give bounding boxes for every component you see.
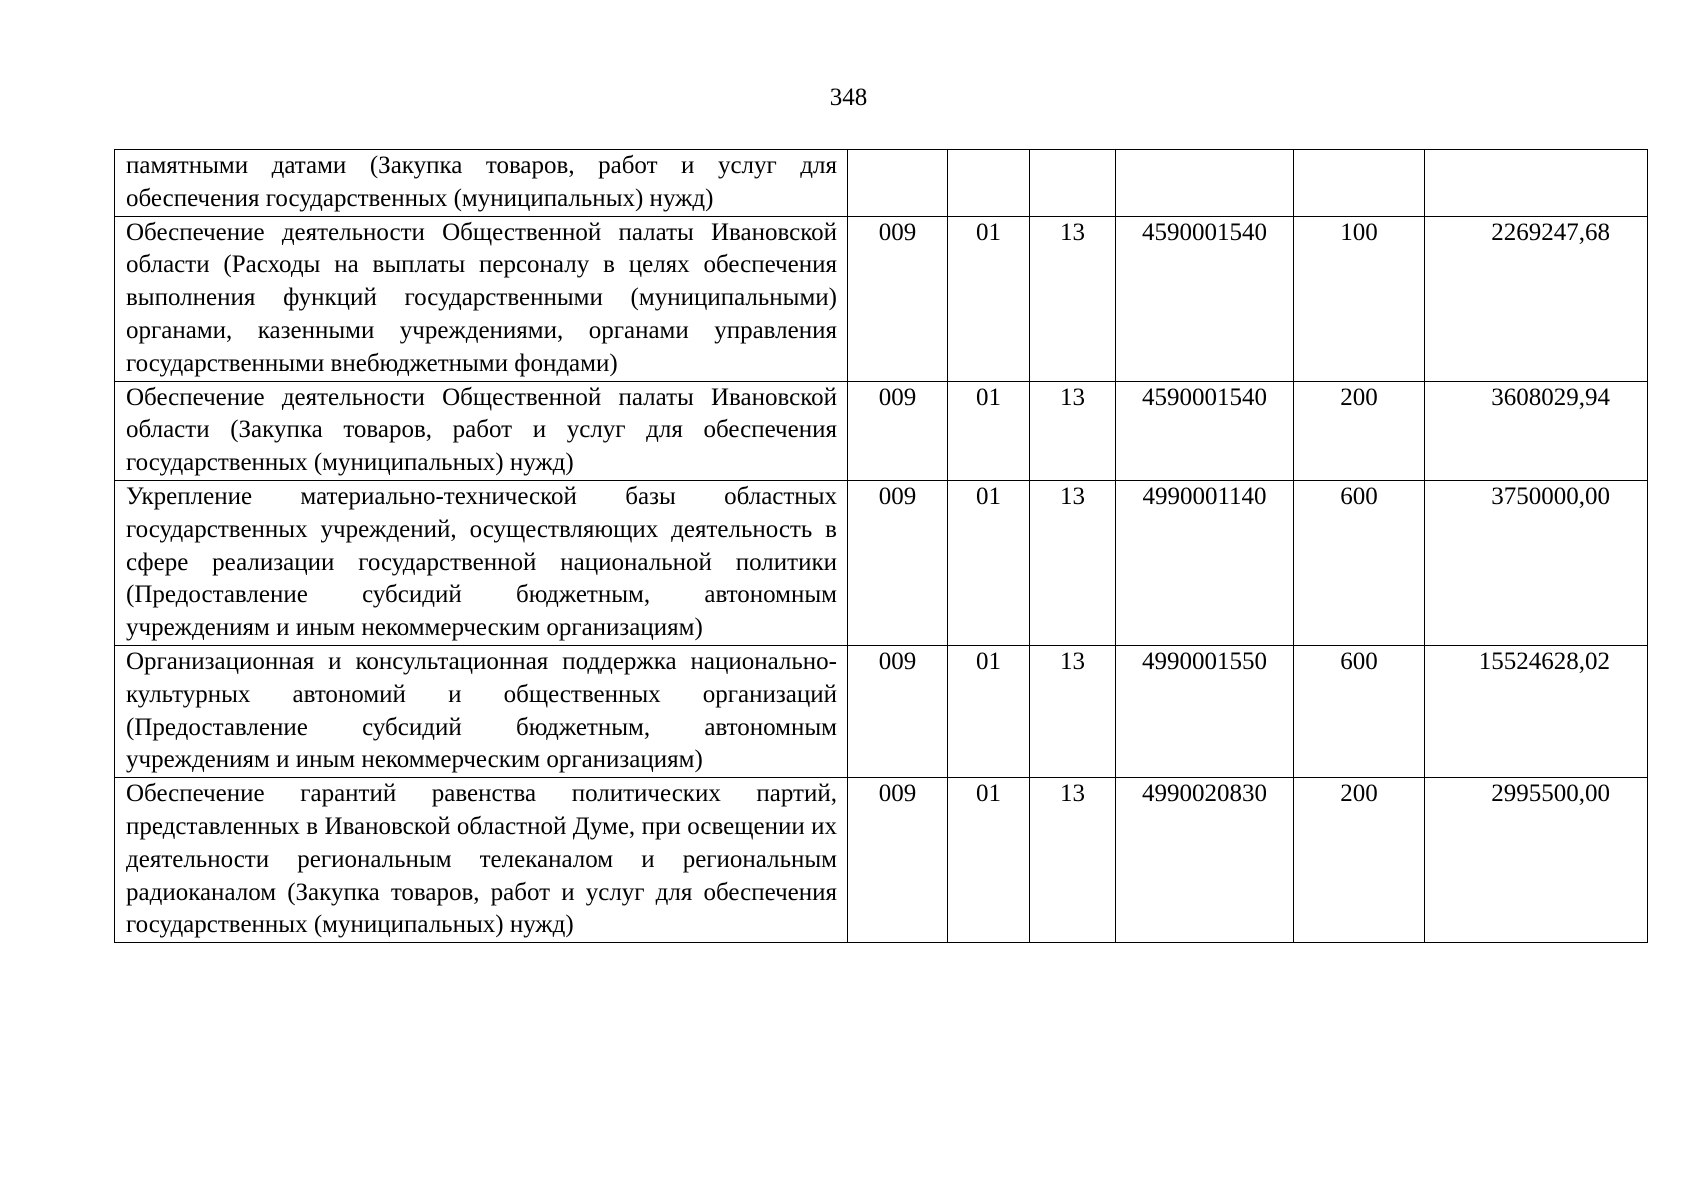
section-code: 01 [948, 381, 1030, 480]
target-article-code: 4990020830 [1116, 778, 1294, 943]
subsection-code [1030, 150, 1116, 217]
expense-type-code [1294, 150, 1425, 217]
subsection-code: 13 [1030, 778, 1116, 943]
expense-type-code: 100 [1294, 216, 1425, 381]
amount-value: 15524628,02 [1425, 645, 1648, 777]
subsection-code: 13 [1030, 645, 1116, 777]
row-description: памятными датами (Закупка товаров, работ и услуг для обеспечения государственных (муниципальных) нужд) [115, 150, 848, 217]
expense-type-code: 600 [1294, 645, 1425, 777]
section-code: 01 [948, 778, 1030, 943]
subsection-code: 13 [1030, 381, 1116, 480]
page-number: 348 [829, 84, 868, 111]
amount-value: 3750000,00 [1425, 480, 1648, 645]
table-row [115, 778, 1648, 943]
table-row [115, 150, 1648, 217]
target-article-code: 4590001540 [1116, 381, 1294, 480]
expense-type-code: 200 [1294, 381, 1425, 480]
subsection-code: 13 [1030, 216, 1116, 381]
row-description: Обеспечение деятельности Общественной палаты Ивановской области (Закупка товаров, работ и услуг для обеспечения государственных (муниципальных) нужд) [115, 381, 848, 480]
subsection-code: 13 [1030, 480, 1116, 645]
table-row [115, 480, 1648, 645]
section-code: 01 [948, 216, 1030, 381]
section-code [948, 150, 1030, 217]
row-description: Обеспечение деятельности Общественной палаты Ивановской области (Расходы на выплаты персоналу в целях обеспечения выполнения функций государственными (муниципальными) органами, казенными учреждениями, органами управления государственными внебюджетными фондами) [115, 216, 848, 381]
amount-value: 2269247,68 [1425, 216, 1648, 381]
target-article-code [1116, 150, 1294, 217]
section-code: 01 [948, 645, 1030, 777]
expense-type-code: 200 [1294, 778, 1425, 943]
row-description: Укрепление материально-технической базы областных государственных учреждений, осуществляющих деятельность в сфере реализации государственной национальной политики (Предоставление субсидий бюджетным, автономным учреждениям и иным некоммерческим организациям) [115, 480, 848, 645]
ministry-code: 009 [848, 216, 948, 381]
row-description: Организационная и консультационная поддержка национально-культурных автономий и общественных организаций (Предоставление субсидий бюджетным, автономным учреждениям и иным некоммерческим организациям) [115, 645, 848, 777]
ministry-code: 009 [848, 645, 948, 777]
amount-value: 2995500,00 [1425, 778, 1648, 943]
ministry-code [848, 150, 948, 217]
target-article-code: 4990001550 [1116, 645, 1294, 777]
table-row [115, 216, 1648, 381]
ministry-code: 009 [848, 480, 948, 645]
table-row [115, 645, 1648, 777]
target-article-code: 4590001540 [1116, 216, 1294, 381]
ministry-code: 009 [848, 778, 948, 943]
amount-value: 3608029,94 [1425, 381, 1648, 480]
budget-table [114, 149, 1648, 943]
expense-type-code: 600 [1294, 480, 1425, 645]
amount-value [1425, 150, 1648, 217]
row-description: Обеспечение гарантий равенства политических партий, представленных в Ивановской областной Думе, при освещении их деятельности региональным телеканалом и региональным радиоканалом (Закупка товаров, работ и услуг для обеспечения государственных (муниципальных) нужд) [115, 778, 848, 943]
table-row [115, 381, 1648, 480]
section-code: 01 [948, 480, 1030, 645]
target-article-code: 4990001140 [1116, 480, 1294, 645]
ministry-code: 009 [848, 381, 948, 480]
